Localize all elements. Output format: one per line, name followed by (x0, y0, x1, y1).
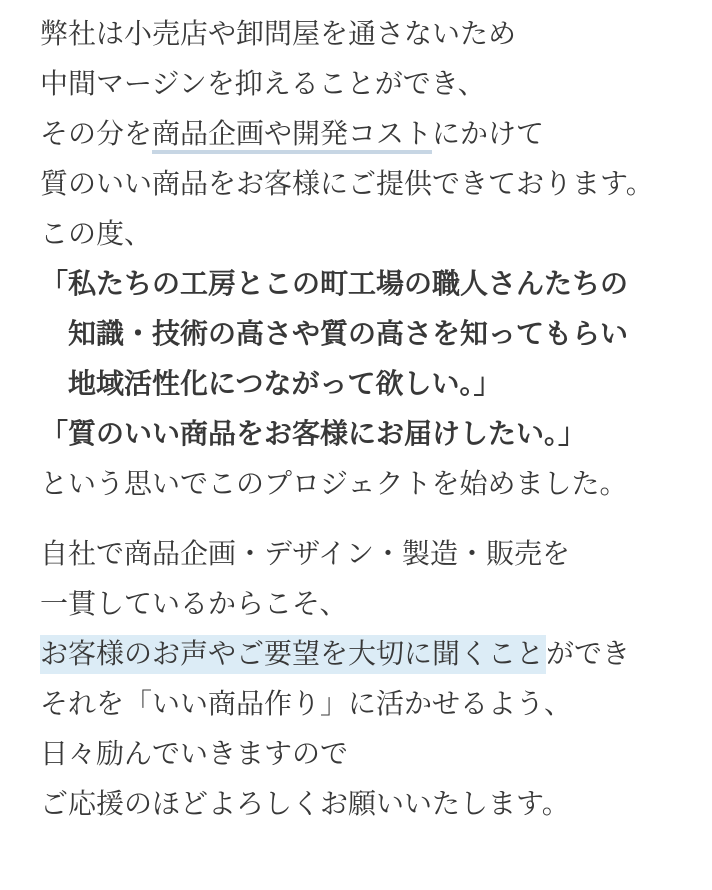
text-line: という思いでこのプロジェクトを始めました。 (40, 469, 628, 500)
text-segment: にかけて (432, 119, 545, 150)
text-line (40, 110, 684, 160)
highlight-emphasis: お客様のお声やご要望を大切に聞くこと (40, 635, 546, 674)
quote-line: 「私たちの工房とこの町工場の職人さんたちの (40, 269, 629, 300)
underline-emphasis: 商品企画や開発コスト (152, 119, 432, 154)
text-segment: ができ (546, 639, 631, 670)
quote-line: 知識・技術の高さや質の高さを知ってもらい (68, 319, 629, 350)
text-segment: その分を (40, 119, 153, 150)
quote-line: 「質のいい商品をお客様にお届けしたい。」 (40, 419, 587, 450)
paragraph-closing (40, 530, 684, 830)
paragraph-company-intro (40, 10, 684, 510)
quote-line: 地域活性化につながって欲しい。」 (68, 369, 502, 400)
text-line: それを「いい商品作り」に活かせるよう、 (40, 689, 573, 720)
text-line: ご応援のほどよろしくお願いいたします。 (40, 789, 570, 820)
text-line: この度、 (40, 219, 153, 250)
text-line: 中間マージンを抑えることができ、 (40, 69, 486, 100)
text-line: 弊社は小売店や卸問屋を通さないため (40, 19, 517, 50)
text-line: 一貫しているからこそ、 (40, 589, 348, 620)
text-line: 日々励んでいきますので (40, 739, 349, 770)
text-line: 自社で商品企画・デザイン・製造・販売を (40, 539, 571, 570)
text-line: 質のいい商品をお客様にご提供できております。 (40, 169, 654, 200)
text-line (40, 630, 684, 680)
